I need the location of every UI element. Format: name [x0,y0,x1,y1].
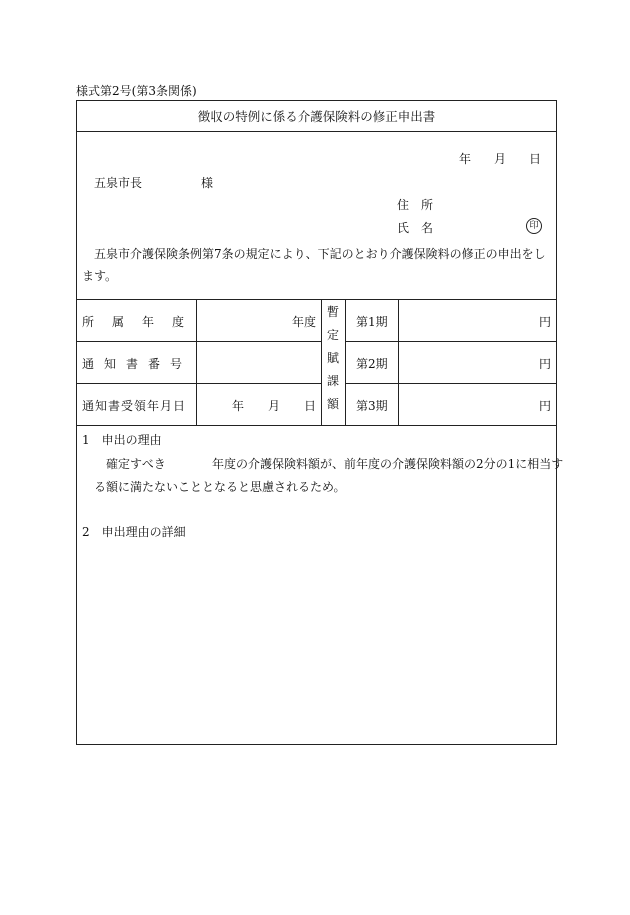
period-3-yen: 円 [539,399,552,413]
form-frame [76,100,557,745]
table-row-rule-right-2 [345,383,557,384]
fiscal-year-label-text: 所属年度 [82,315,203,329]
date-day-label: 日 [529,152,542,166]
date-month-label: 月 [494,152,507,166]
table-top-rule [76,299,557,300]
address-label: 住 所 [397,198,434,212]
received-month-unit: 月 [268,399,281,413]
name-label: 氏 名 [397,221,434,235]
table-col-rule-4 [398,299,399,425]
table-row-rule-left-2 [76,383,321,384]
table-row-rule-left-1 [76,341,321,342]
fiscal-year-unit: 年度 [292,315,317,329]
date-year-label: 年 [459,152,472,166]
reason-line-1-rest: 年度の介護保険料額が、前年度の介護保険料額の2分の1に相当す [212,457,564,471]
section-1-heading: 1 申出の理由 [82,433,162,447]
period-2-yen: 円 [539,357,552,371]
period-2-label: 第2期 [356,357,388,371]
notice-received-date-label: 通知書受領年月日 [82,399,187,413]
fiscal-year-label [82,315,203,329]
period-1-label: 第1期 [356,315,388,329]
period-3-label: 第3期 [356,399,388,413]
reason-line-1-start: 確定すべき [106,457,166,471]
section-2-heading: 2 申出理由の詳細 [82,525,186,539]
table-bottom-rule [76,425,557,426]
declaration-text: 五泉市介護保険条例第7条の規定により、下記のとおり介護保険料の修正の申出をします。 [82,247,546,283]
seal-mark: 印 [526,218,542,234]
provisional-assessment-label: 暫定賦課額 [326,305,339,411]
addressee-honorific: 様 [201,176,214,190]
received-day-unit: 日 [304,399,317,413]
reason-line-2: る額に満たないこととなると思慮されるため。 [94,480,346,494]
notice-number-label: 通知書番号 [82,357,193,371]
title-divider [76,131,557,132]
received-year-unit: 年 [232,399,245,413]
addressee: 五泉市長 [94,176,143,190]
form-number-label: 様式第2号(第3条関係) [76,84,197,98]
table-col-rule-3 [345,299,346,425]
table-row-rule-right-1 [345,341,557,342]
document-title: 徴収の特例に係る介護保険料の修正申出書 [197,109,436,124]
period-1-yen: 円 [539,315,552,329]
